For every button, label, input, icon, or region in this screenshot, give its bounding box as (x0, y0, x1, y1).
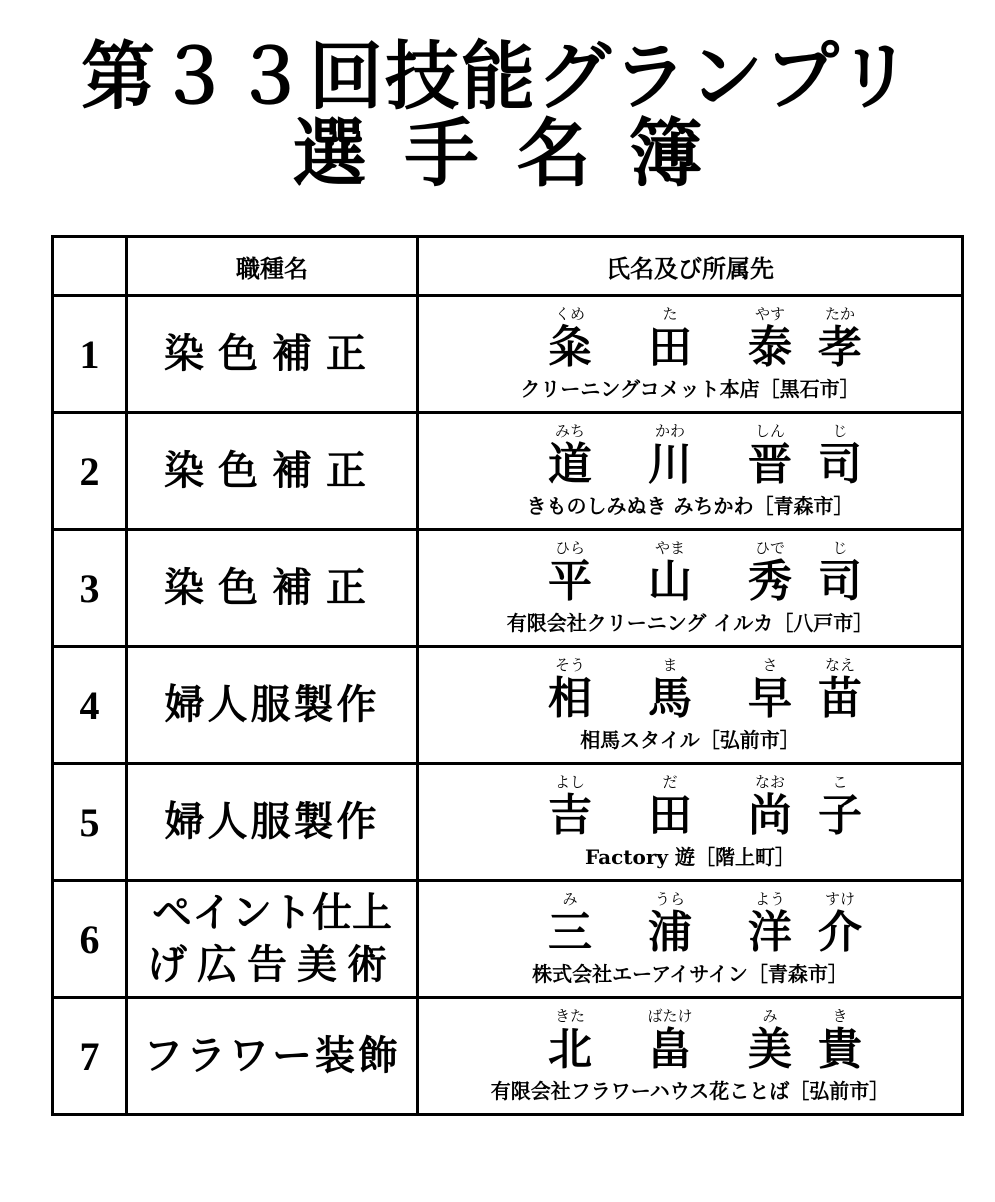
name-character (620, 1007, 720, 1075)
name-character (520, 656, 620, 724)
kanji: 馬 (648, 673, 692, 724)
competitor-name (520, 1007, 860, 1075)
name-character (720, 305, 820, 373)
job-name-cell (127, 530, 418, 647)
furigana: ま (662, 656, 678, 674)
name-character (720, 539, 820, 607)
kanji: 美 (748, 1024, 792, 1075)
furigana: だ (662, 773, 678, 791)
job-name: 染色補正 (164, 564, 380, 611)
name-character (520, 1007, 620, 1075)
name-character (820, 539, 860, 607)
table-row (53, 296, 963, 413)
kanji: 洋 (748, 907, 792, 958)
name-character (620, 890, 720, 958)
affiliation: 株式会社エーアイサイン［青森市］ (532, 962, 848, 986)
furigana: なお (754, 773, 785, 791)
affiliation: 有限会社クリーニング イルカ［八戸市］ (506, 611, 874, 635)
kanji: 早 (748, 673, 792, 724)
furigana: さ (762, 656, 778, 674)
kanji: 田 (648, 790, 692, 841)
name-character (820, 1007, 860, 1075)
competitor-name (520, 890, 860, 958)
name-character (620, 773, 720, 841)
furigana: じ (832, 539, 848, 557)
table-row (53, 881, 963, 998)
job-name-cell (127, 998, 418, 1115)
furigana: ひで (754, 539, 785, 557)
job-name: 染色補正 (164, 447, 380, 494)
name-character (820, 773, 860, 841)
kanji: 泰 (748, 322, 792, 373)
roster-body (53, 296, 963, 1115)
furigana: ばたけ (647, 1007, 693, 1025)
kanji: 孝 (818, 322, 862, 373)
row-number: 4 (53, 647, 127, 764)
name-character (820, 305, 860, 373)
furigana: ひら (554, 539, 585, 557)
furigana: み (562, 890, 578, 908)
kanji: 苗 (818, 673, 862, 724)
row-number: 5 (53, 764, 127, 881)
name-character (620, 305, 720, 373)
job-name: 婦人服製作 (164, 681, 380, 728)
name-character (820, 422, 860, 490)
affiliation: Factory 遊［階上町］ (585, 845, 795, 869)
kanji: 畠 (648, 1024, 692, 1075)
name-character (520, 305, 620, 373)
job-name-cell (127, 413, 418, 530)
affiliation: クリーニングコメット本店［黒石市］ (520, 377, 860, 401)
furigana: よし (554, 773, 585, 791)
name-cell (418, 647, 963, 764)
furigana: しん (754, 422, 785, 440)
name-character (720, 773, 820, 841)
furigana: こ (832, 773, 848, 791)
furigana: よう (754, 890, 785, 908)
furigana: き (832, 1007, 848, 1025)
name-character (520, 422, 620, 490)
header-job: 職種名 (127, 237, 418, 296)
furigana: やす (754, 305, 785, 323)
table-row (53, 413, 963, 530)
job-name-cell (127, 764, 418, 881)
job-name: げ広告美術 (147, 941, 397, 988)
kanji: 貴 (818, 1024, 862, 1075)
affiliation: 有限会社フラワーハウス花ことば［弘前市］ (490, 1079, 890, 1103)
row-number: 7 (53, 998, 127, 1115)
name-cell (418, 530, 963, 647)
job-name: ペイント仕上 (152, 889, 392, 936)
kanji: 山 (648, 556, 692, 607)
job-name-cell (127, 881, 418, 998)
kanji: 三 (548, 907, 592, 958)
competitor-name (520, 773, 860, 841)
furigana: じ (832, 422, 848, 440)
name-character (520, 539, 620, 607)
furigana: うら (654, 890, 685, 908)
document-subtitle: 選手名簿 (292, 111, 741, 197)
kanji: 道 (548, 439, 592, 490)
document-title: 第３３回技能グランプリ (80, 34, 915, 120)
name-cell (418, 296, 963, 413)
kanji: 北 (548, 1024, 592, 1075)
furigana: み (762, 1007, 778, 1025)
furigana: みち (554, 422, 585, 440)
kanji: 晋 (748, 439, 792, 490)
name-cell (418, 764, 963, 881)
job-name-cell (127, 647, 418, 764)
kanji: 平 (548, 556, 592, 607)
name-character (520, 773, 620, 841)
row-number: 6 (53, 881, 127, 998)
furigana: た (662, 305, 678, 323)
job-name: 染色補正 (164, 330, 380, 377)
name-character (820, 656, 860, 724)
name-cell (418, 881, 963, 998)
furigana: きた (554, 1007, 585, 1025)
table-header-row (53, 237, 963, 296)
kanji: 秀 (748, 556, 792, 607)
kanji: 吉 (548, 790, 592, 841)
table-row (53, 764, 963, 881)
competitor-name (520, 305, 860, 373)
kanji: 粂 (548, 322, 592, 373)
name-character (620, 422, 720, 490)
name-cell (418, 998, 963, 1115)
competitor-name (520, 656, 860, 724)
name-character (720, 656, 820, 724)
furigana: かわ (654, 422, 685, 440)
table-row (53, 647, 963, 764)
name-character (620, 656, 720, 724)
kanji: 川 (648, 439, 692, 490)
name-character (720, 890, 820, 958)
name-character (520, 890, 620, 958)
competitor-name (520, 539, 860, 607)
kanji: 田 (648, 322, 692, 373)
table-row (53, 998, 963, 1115)
furigana: なえ (824, 656, 855, 674)
name-character (720, 1007, 820, 1075)
furigana: くめ (554, 305, 585, 323)
job-name: フラワー装飾 (143, 1032, 401, 1079)
furigana: たか (824, 305, 855, 323)
kanji: 子 (818, 790, 862, 841)
row-number: 1 (53, 296, 127, 413)
table-row (53, 530, 963, 647)
kanji: 司 (818, 556, 862, 607)
row-number: 2 (53, 413, 127, 530)
job-name: 婦人服製作 (164, 798, 380, 845)
kanji: 浦 (648, 907, 692, 958)
name-cell (418, 413, 963, 530)
competitor-name (520, 422, 860, 490)
kanji: 介 (818, 907, 862, 958)
kanji: 尚 (748, 790, 792, 841)
name-character (720, 422, 820, 490)
furigana: すけ (824, 890, 855, 908)
kanji: 司 (818, 439, 862, 490)
affiliation: きものしみぬき みちかわ［青森市］ (526, 494, 854, 518)
kanji: 相 (548, 673, 592, 724)
furigana: やま (654, 539, 685, 557)
name-character (820, 890, 860, 958)
header-number (53, 237, 127, 296)
affiliation: 相馬スタイル［弘前市］ (580, 728, 800, 752)
name-character (620, 539, 720, 607)
roster-table (51, 235, 964, 1116)
header-name: 氏名及び所属先 (418, 237, 963, 296)
job-name-cell (127, 296, 418, 413)
furigana: そう (554, 656, 585, 674)
row-number: 3 (53, 530, 127, 647)
